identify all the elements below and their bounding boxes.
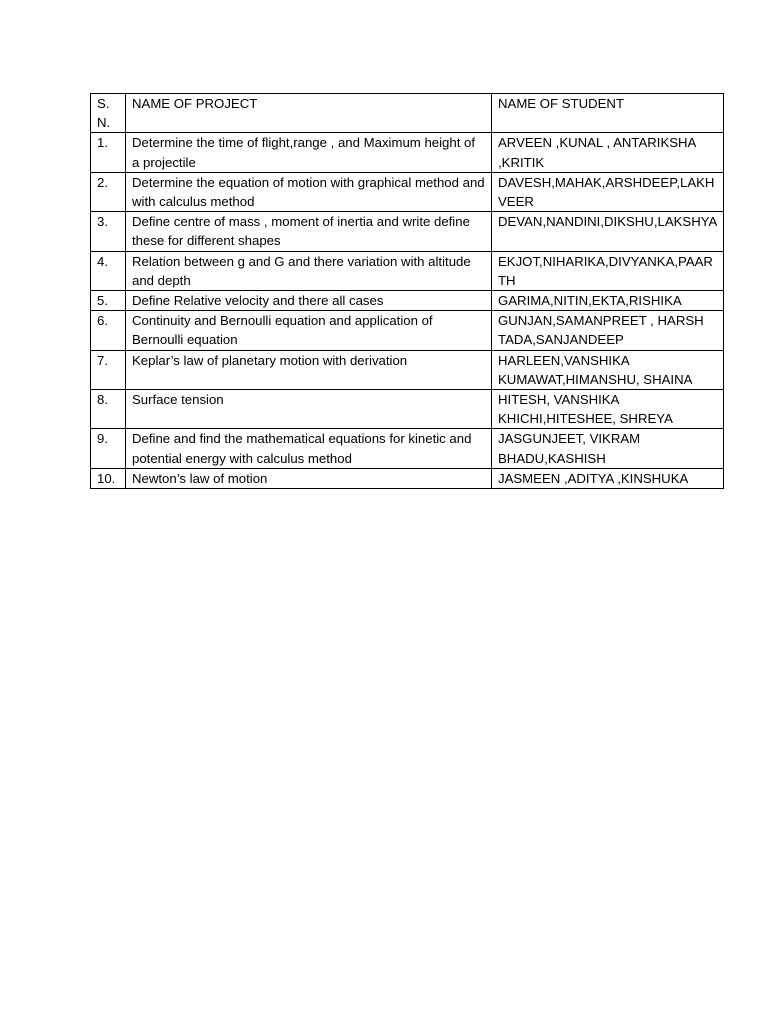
- project-name-cell: Keplar’s law of planetary motion with derivation: [126, 350, 492, 389]
- table-row: [91, 291, 724, 311]
- table-row: [91, 311, 724, 350]
- header-project-name: NAME OF PROJECT: [126, 94, 492, 133]
- student-names-cell: JASGUNJEET, VIKRAM BHADU,KASHISH: [492, 429, 724, 468]
- header-student-name: NAME OF STUDENT: [492, 94, 724, 133]
- project-name-cell: Determine the equation of motion with graphical method and with calculus method: [126, 172, 492, 211]
- project-name-cell: Define centre of mass , moment of inertia and write define these for different shapes: [126, 212, 492, 251]
- serial-number-cell: 5.: [91, 291, 126, 311]
- student-names-cell: EKJOT,NIHARIKA,DIVYANKA,PAARTH: [492, 251, 724, 290]
- student-names-cell: DAVESH,MAHAK,ARSHDEEP,LAKHVEER: [492, 172, 724, 211]
- serial-number-cell: 2.: [91, 172, 126, 211]
- table-row: [91, 133, 724, 172]
- project-name-cell: Relation between g and G and there variation with altitude and depth: [126, 251, 492, 290]
- table-row: [91, 251, 724, 290]
- table-row: [91, 429, 724, 468]
- project-name-cell: Newton’s law of motion: [126, 468, 492, 488]
- student-names-cell: DEVAN,NANDINI,DIKSHU,LAKSHYA: [492, 212, 724, 251]
- project-name-cell: Surface tension: [126, 390, 492, 429]
- student-names-cell: HARLEEN,VANSHIKA KUMAWAT,HIMANSHU, SHAINA: [492, 350, 724, 389]
- table-header-row: [91, 94, 724, 133]
- student-names-cell: GARIMA,NITIN,EKTA,RISHIKA: [492, 291, 724, 311]
- table-row: [91, 350, 724, 389]
- serial-number-cell: 9.: [91, 429, 126, 468]
- table-row: [91, 212, 724, 251]
- student-names-cell: GUNJAN,SAMANPREET , HARSH TADA,SANJANDEEP: [492, 311, 724, 350]
- project-name-cell: Determine the time of flight,range , and Maximum height of a projectile: [126, 133, 492, 172]
- header-serial-number: S. N.: [91, 94, 126, 133]
- project-name-cell: Continuity and Bernoulli equation and application of Bernoulli equation: [126, 311, 492, 350]
- serial-number-cell: 1.: [91, 133, 126, 172]
- project-name-cell: Define Relative velocity and there all cases: [126, 291, 492, 311]
- serial-number-cell: 6.: [91, 311, 126, 350]
- serial-number-cell: 3.: [91, 212, 126, 251]
- serial-number-cell: 7.: [91, 350, 126, 389]
- serial-number-cell: 4.: [91, 251, 126, 290]
- serial-number-cell: 8.: [91, 390, 126, 429]
- student-names-cell: HITESH, VANSHIKA KHICHI,HITESHEE, SHREYA: [492, 390, 724, 429]
- table-row: [91, 172, 724, 211]
- student-names-cell: JASMEEN ,ADITYA ,KINSHUKA: [492, 468, 724, 488]
- serial-number-cell: 10.: [91, 468, 126, 488]
- table-row: [91, 390, 724, 429]
- table-row: [91, 468, 724, 488]
- student-names-cell: ARVEEN ,KUNAL , ANTARIKSHA ,KRITIK: [492, 133, 724, 172]
- project-table: [90, 93, 724, 489]
- project-name-cell: Define and find the mathematical equations for kinetic and potential energy with calculus method: [126, 429, 492, 468]
